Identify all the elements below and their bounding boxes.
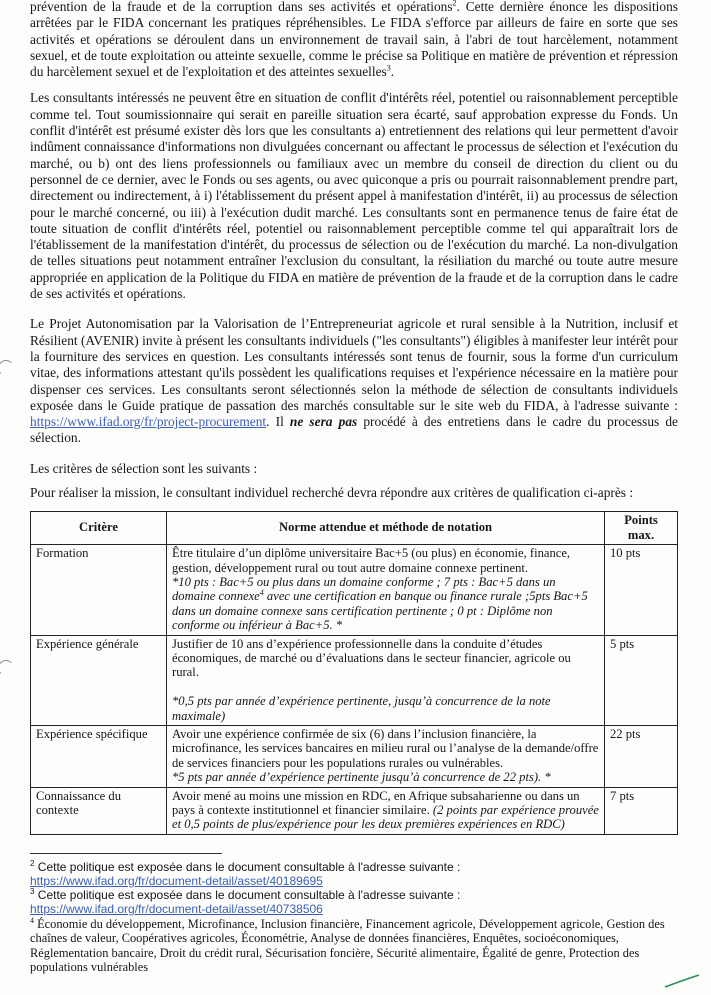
points-cell: 22 pts <box>605 726 678 788</box>
table-header-row <box>31 512 678 545</box>
header-points: Points max. <box>605 512 678 545</box>
document-page <box>30 0 678 975</box>
paragraph-avenir-invitation: Le Projet Autonomisation par la Valorisation de l’Entrepreneuriat agricole et rural sensible à la Nutrition, inclusif et Résilient (AVENIR) invite à présent les consultants individuels ("les consultants") éligibles à manifester leur intérêt pour la fourniture des services en question. Les consultants intéressés sont tenus de fournir, sous la forme d'un curriculum vitae, des informations attestant qu'ils possèdent les qualifications requises et l'expérience nécessaire en la matière pour dispenser ces services. Les consultants seront sélectionnés selon la méthode de sélection de consultants individuels exposée dans le Guide pratique de passation des marchés consultable sur le site web du FIDA, à l'adresse suivante : https://www.ifad.org/fr/project-procurement. Il ne sera pas procédé à des entretiens dans le cadre du processus de sélection. <box>30 316 678 446</box>
footnote-3-link[interactable]: https://www.ifad.org/fr/document-detail/asset/40738506 <box>30 902 323 917</box>
footnote-4: $^4$ Économie du développement, Microfinance, Inclusion financière, Financement agricole, Développement agricole, Gestion des chaînes de valeur, Coopératives agricoles, Économétrie, Analyse de données financières, Enquêtes, socioéconomiques, Réglementation bancaire, Droit du crédit rural, Sécurisation foncière, Sécurité alimentaire, Égalité de genre, Protection des populations vulnérables <box>30 915 665 975</box>
points-cell: 5 pts <box>605 635 678 725</box>
norm-cell: Justifier de 10 ans d’expérience professionnelle dans la conduite d’études économiques, de marché ou d’évaluations dans le secteur financier, agricole ou rural. *0,5 pts par année d’expérience pertinente, jusqu’à concurrence de la note maximale) <box>167 635 605 725</box>
binder-hole-mark <box>0 360 14 376</box>
paragraph-conflict-of-interest: Les consultants intéressés ne peuvent être en situation de conflit d'intérêts réel, potentiel ou raisonnablement perceptible comme tel. Tout soumissionnaire qui serait en pareille situation sera écarté, sauf approbation expresse du Fonds. Un conflit d'intérêt est présumé exister dès lors que les consultants a) entretiennent des relations qui leur permettent d'avoir indûment connaissance d'informations non divulguées concernant ou affectant le processus de sélection et l'exécution du marché, ou b) ont des liens professionnels ou familiaux avec un membre du conseil de direction du client ou du personnel de ce dernier, avec le Fonds ou ses agents, ou avec quiconque a pris ou pourrait raisonnablement prendre part, directement ou indirectement, à i) l'établissement du présent appel à manifestation d'intérêt, ii) au processus de sélection pour le marché concerné, ou iii) à l'exécution dudit marché. Les consultants sont en permanence tenus de faire état de toute situation de conflit d'intérêts réel, potentiel ou raisonnablement perceptible comme tel qui apparaîtrait lors de l'établissement de la manifestation d'intérêt, du processus de sélection ou de l'exécution du marché. La non-divulgation de telles situations peut notamment entraîner l'exclusion du consultant, la résiliation du marché ou toute autre mesure appropriée en application de la Politique du FIDA en matière de prévention de la fraude et de la corruption dans le cadre de ses activités et opérations. <box>30 90 678 302</box>
points-cell: 7 pts <box>605 787 678 834</box>
qualification-intro: Pour réaliser la mission, le consultant individuel recherché devra répondre aux critères de qualification ci-après : <box>30 485 634 501</box>
criterion-cell: Expérience générale <box>31 635 167 725</box>
norm-cell: Être titulaire d’un diplôme universitaire Bac+5 (ou plus) en économie, finance, gestion, développement rural ou tout autre domaine connexe pertinent. *10 pts : Bac+5 ou plus dans un domaine conforme ; 7 pts : Bac+5 dans un domaine connexe$^4$ avec une certification en banque ou finance rurale ;5pts Bac+5 dans un domaine connexe sans certification pertinente ; 0 pt : Diplôme non conforme ou inférieur à Bac+5. * <box>167 545 605 635</box>
pen-mark <box>663 971 703 991</box>
criterion-cell: Expérience spécifique <box>31 726 167 788</box>
header-norm: Norme attendue et méthode de notation <box>167 512 605 545</box>
norm-cell: Avoir mené au moins une mission en RDC, en Afrique subsaharienne ou dans un pays à contexte institutionnel et financier similaire. (2 points par expérience prouvée et 0,5 points de plus/expérience pour les deux premières expériences en RDC) <box>167 787 605 834</box>
footnote-separator <box>30 853 222 854</box>
header-criterion: Critère <box>31 512 167 545</box>
criterion-cell: Formation <box>31 545 167 635</box>
points-cell: 10 pts <box>605 545 678 635</box>
paragraph-fraud-policy: prévention de la fraude et de la corruption dans ses activités et opérations$^2$. Cette dernière énonce les dispositions arrêtées par le FIDA concernant les pratiques répréhensibles. Le FIDA s'efforce par ailleurs de faire en sorte que ses activités et opérations se déroulent dans un environnement de travail sain, à l'abri de tout harcèlement, notamment sexuel, et de toute exploitation ou atteinte sexuelle, comme le précise sa Politique en matière de prévention et répression du harcèlement sexuel et de l'exploitation et des atteintes sexuelles$^3$. <box>30 0 678 80</box>
procurement-link[interactable]: https://www.ifad.org/fr/project-procurement <box>30 414 267 430</box>
table-row <box>31 545 678 635</box>
norm-cell: Avoir une expérience confirmée de six (6) dans l’inclusion financière, la microfinance, les services bancaires en milieu rural ou l’analyse de la demande/offre de services financiers pour les populations rurales ou vulnérables. *5 pts par année d’expérience pertinente jusqu’à concurrence de 22 pts). * <box>167 726 605 788</box>
criteria-table <box>30 511 678 835</box>
binder-hole-mark <box>0 660 14 676</box>
footnote-3: $^3$ Cette politique est exposée dans le document consultable à l'adresse suivante : https://www.ifad.org/fr/document-detail/asset/40738506 <box>30 887 461 917</box>
criterion-cell: Connaissance du contexte <box>31 787 167 834</box>
footnote-2-link[interactable]: https://www.ifad.org/fr/document-detail/asset/40189695 <box>30 874 323 889</box>
footnote-2: $^2$ Cette politique est exposée dans le document consultable à l'adresse suivante : https://www.ifad.org/fr/document-detail/asset/40189695 <box>30 858 461 889</box>
table-row <box>31 635 678 725</box>
table-row <box>31 787 678 834</box>
selection-criteria-label: Les critères de sélection sont les suivants : <box>30 460 258 476</box>
table-row <box>31 726 678 788</box>
